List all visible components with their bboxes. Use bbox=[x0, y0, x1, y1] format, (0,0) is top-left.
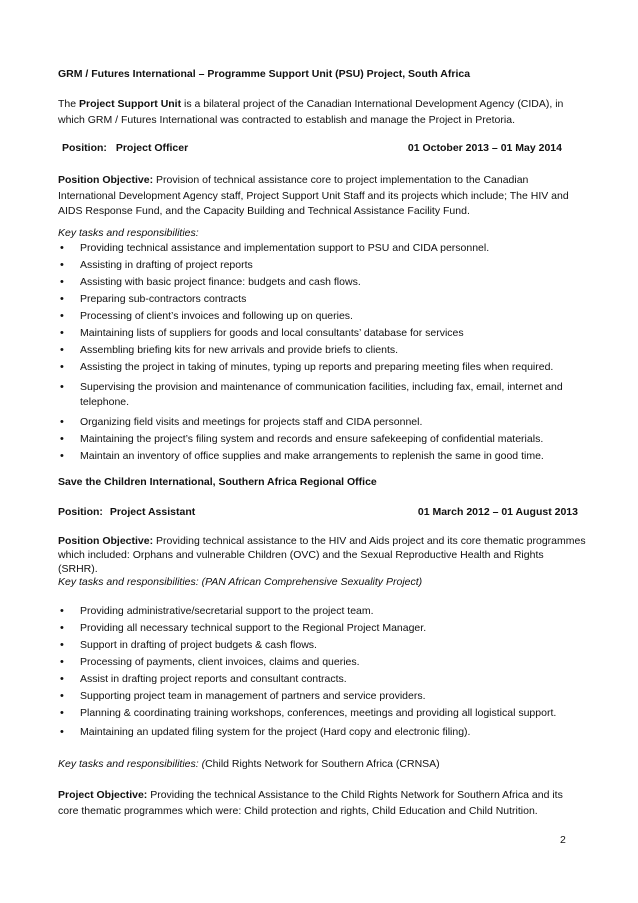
section1-objective: Position Objective: Provision of technical assistance core to project implementation to the Canadian International Development Agency staff, Project Support Unit Staff and its projects which include; The HIV and AIDS Response Fund, and the Capacity Building and Technical Assistance Facility Fund. bbox=[58, 174, 569, 217]
list-item: • Assisting in drafting of project reports bbox=[58, 258, 586, 273]
list-item: • Maintaining the project’s filing system and records and ensure safekeeping of confidential materials. bbox=[58, 432, 586, 447]
section2-project-objective: Project Objective: Providing the technical Assistance to the Child Rights Network for Southern Africa and its core thematic programmes which were: Child protection and rights, Child Education and Child Nutrition. bbox=[58, 789, 563, 817]
project-support-unit-term: Project Support Unit bbox=[79, 98, 182, 110]
section1-intro: The Project Support Unit is a bilateral project of the Canadian International Development Agency (CIDA), in which GRM / Futures International was contracted to establish and manage the Project in Pretoria. bbox=[58, 98, 564, 126]
list-item: • Support in drafting of project budgets & cash flows. bbox=[58, 638, 586, 653]
list-item: • Providing all necessary technical support to the Regional Project Manager. bbox=[58, 621, 586, 636]
list-item: • Supporting project team in management of partners and service providers. bbox=[58, 689, 586, 704]
section1-tasks-heading: Key tasks and responsibilities: bbox=[58, 227, 199, 239]
list-item: • Providing technical assistance and implementation support to PSU and CIDA personnel. bbox=[58, 241, 586, 256]
list-item: • Planning & coordinating training workshops, conferences, meetings and providing all logistical support. bbox=[58, 706, 586, 721]
section1-task-list bbox=[58, 241, 586, 466]
page-number: 2 bbox=[560, 834, 566, 846]
position-dates: 01 March 2012 – 01 August 2013 bbox=[417, 506, 578, 518]
section2-heading: Save the Children International, Southern Africa Regional Office bbox=[58, 476, 377, 488]
section2-tasks2-heading: Key tasks and responsibilities: (Child Rights Network for Southern Africa (CRNSA) bbox=[58, 758, 440, 770]
list-item: • Assist in drafting project reports and consultant contracts. bbox=[58, 672, 586, 687]
position-title: Project Officer bbox=[115, 142, 189, 154]
section2-tasks-heading: Key tasks and responsibilities: (PAN African Comprehensive Sexuality Project) bbox=[58, 576, 423, 588]
list-item: • Supervising the provision and maintenance of communication facilities, including fax, email, internet and telephone. bbox=[58, 380, 586, 410]
list-item: • Processing of client’s invoices and following up on queries. bbox=[58, 309, 586, 324]
section1-position-row bbox=[62, 141, 562, 156]
section2-task-list bbox=[58, 604, 586, 742]
position-title: Project Assistant bbox=[109, 506, 196, 518]
position-label: Position: bbox=[58, 506, 103, 518]
list-item: • Preparing sub-contractors contracts bbox=[58, 292, 586, 307]
section2-objective: Position Objective: Providing technical assistance to the HIV and Aids project and its core thematic programmes which included: Orphans and vulnerable Children (OVC) and the Sexual Reproductive Health and Rights (SRHR). bbox=[58, 535, 586, 575]
position-label: Position: bbox=[62, 142, 107, 154]
section1-heading: GRM / Futures International – Programme Support Unit (PSU) Project, South Africa bbox=[58, 68, 471, 80]
position-dates: 01 October 2013 – 01 May 2014 bbox=[407, 142, 562, 154]
list-item: • Maintain an inventory of office supplies and make arrangements to replenish the same in good time. bbox=[58, 449, 586, 464]
list-item: • Processing of payments, client invoices, claims and queries. bbox=[58, 655, 586, 670]
list-item: • Maintaining lists of suppliers for goods and local consultants’ database for services bbox=[58, 326, 586, 341]
section2-position-row bbox=[58, 505, 578, 520]
list-item: • Assisting with basic project finance: budgets and cash flows. bbox=[58, 275, 586, 290]
list-item: • Assembling briefing kits for new arrivals and provide briefs to clients. bbox=[58, 343, 586, 358]
list-item: • Maintaining an updated filing system for the project (Hard copy and electronic filing). bbox=[58, 725, 586, 740]
list-item: • Assisting the project in taking of minutes, typing up reports and preparing meeting files when required. bbox=[58, 360, 586, 375]
list-item: • Providing administrative/secretarial support to the project team. bbox=[58, 604, 586, 619]
list-item: • Organizing field visits and meetings for projects staff and CIDA personnel. bbox=[58, 415, 586, 430]
